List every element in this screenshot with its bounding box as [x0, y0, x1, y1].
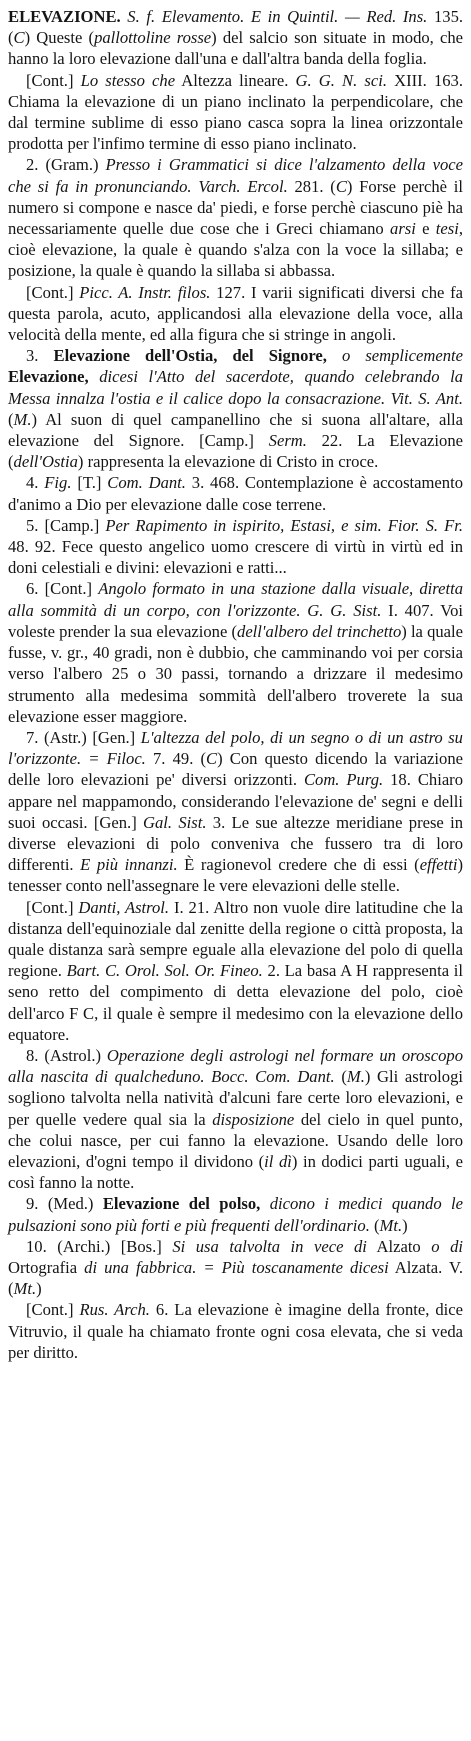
text-segment: [Cont.] — [26, 282, 80, 302]
entry-paragraph — [8, 727, 463, 897]
text-segment: Rus. Arch. — [79, 1300, 150, 1320]
entry-paragraph — [8, 6, 463, 70]
text-segment: XIII. 163. Chiama la elevazione di un piano inclinato la perpendicolare, che dal termine sublime di esso piano casca sopra la linea orizzontale prodotta per l'infimo termine di esso piano inclinato. — [8, 70, 463, 154]
text-segment: 22. La Elevazione ( — [8, 431, 463, 472]
text-segment: o semplicemente — [326, 346, 464, 366]
text-segment: 6. La elevazione è imagine della fronte, dice Vitruvio, il quale ha chiamato fronte ogni cosa elevata, che si veda per diritto. — [8, 1300, 463, 1362]
text-segment: di una fabbrica. = Più toscanamente dicesi — [84, 1257, 389, 1277]
text-segment: dell'Ostia — [13, 452, 78, 472]
text-segment: 10. (Archi.) [Bos.] — [26, 1236, 173, 1256]
text-segment: effetti — [419, 855, 458, 875]
text-segment: ) — [402, 1215, 408, 1235]
text-segment: ) Al suon di quel campanellino che si suona all'altare, alla elevazione del Signore. [Camp.] — [8, 409, 463, 451]
text-segment: Fig. — [44, 473, 72, 493]
text-segment: ( — [369, 1215, 380, 1235]
text-segment: , cioè elevazione, la quale è quando s'alza con la voce la sillaba; e posizione, la quale è quando la sillaba si abbassa. — [8, 219, 463, 281]
text-segment: ) tenesser conto nell'assegnare le vere elevazioni delle stelle. — [8, 855, 464, 896]
text-segment: o di — [431, 1236, 463, 1256]
text-segment: L'altezza del polo, di un segno o di un astro su l'orizzonte. = Filoc. — [8, 727, 463, 769]
text-segment: I. 407. Voi voleste prender la sua elevazione ( — [8, 600, 463, 641]
entry-paragraph — [8, 1193, 463, 1235]
text-segment: Mt. — [13, 1279, 37, 1299]
text-segment: Danti, Astrol. — [78, 897, 170, 917]
entry-paragraph — [8, 578, 463, 726]
text-segment: 127. I varii significati diversi che fa questa parola, acuto, applicandosi alla elevazione della voce, alla velocità della mente, ed alla figura che si stringe in angoli. — [8, 282, 464, 345]
text-segment: ) Con questo dicendo la variazione delle loro elevazioni pe' diversi orizzonti. — [8, 749, 463, 790]
entry-paragraph — [8, 897, 463, 1045]
text-segment: ) Queste ( — [24, 28, 95, 48]
entry-paragraph — [8, 472, 463, 514]
text-segment: ) la quale fusse, v. gr., 40 gradi, non è dubbio, che camminando voi per corsia verso l'albero 25 o 30 passi, tornando a drizzare il medesimo strumento alla medesima sommità dell'albero troverete la sua elevazione esser maggiore. — [8, 621, 464, 726]
text-segment: È ragionevol credere che di essi ( — [177, 855, 420, 875]
text-segment: E più innanzi. — [80, 855, 178, 875]
text-segment: e — [415, 219, 436, 239]
entry-paragraph — [8, 515, 463, 579]
entry-paragraph — [8, 1045, 463, 1193]
text-segment: Gal. Sist. — [143, 812, 207, 832]
text-segment: dell'albero del trinchetto — [237, 621, 402, 641]
text-segment: Elevazione del polso, — [102, 1194, 261, 1214]
text-segment: M. — [346, 1067, 365, 1087]
text-segment: tesi — [435, 219, 459, 239]
text-segment: Elevazione dell'Ostia, del Signore, — [53, 346, 327, 366]
entry-paragraph — [8, 345, 463, 472]
text-segment: C — [206, 749, 218, 769]
text-segment: 5. [Camp.] — [26, 515, 106, 535]
text-segment: 8. (Astrol.) — [26, 1045, 107, 1065]
text-segment: Angolo formato in una stazione dalla visuale, diretta alla sommità di un corpo, con l'orizzonte. G. G. Sist. — [8, 579, 464, 620]
text-segment: 3. 468. Contemplazione è accostamento d'animo a Dio per elevazione dalle cose terrene. — [8, 473, 464, 514]
text-segment: 6. [Cont.] — [26, 579, 99, 599]
text-segment: Picc. A. Instr. filos. — [79, 282, 211, 302]
text-segment: ELEVAZIONE. — [8, 7, 121, 26]
text-segment: ( — [334, 1067, 347, 1087]
text-segment: 135. ( — [8, 7, 464, 48]
text-segment: M. — [13, 409, 32, 429]
text-segment: Alzata. V. ( — [8, 1257, 463, 1299]
text-segment: 48. 92. Fece questo angelico uomo crescere di virtù in virtù ed in doni celestiali e divini: elevazioni e ratti... — [8, 537, 463, 578]
text-segment: ) del salcio son situate in modo, che hanno la loro elevazione dall'una e dall'altra banda della foglia. — [8, 28, 463, 69]
text-segment: [Cont.] — [26, 1300, 80, 1320]
text-segment: 18. Chiaro appare nel mappamondo, considerando l'elevazione de' segni e delli suoi occasi. [Gen.] — [8, 770, 464, 832]
text-segment: Bart. C. Orol. Sol. Or. Fineo. — [66, 961, 263, 981]
text-segment: pallottoline rosse — [94, 28, 212, 48]
text-segment: [Cont.] — [26, 897, 79, 917]
text-segment: [Cont.] — [26, 70, 81, 90]
text-segment: C — [13, 28, 25, 48]
entry-paragraph — [8, 1236, 463, 1300]
text-segment: Per Rapimento in ispirito, Estasi, e sim. Fior. S. Fr. — [105, 515, 463, 535]
text-segment: del cielo in quel punto, che colui nasce, per cui fanno la elevazione. Usando delle loro elevazioni, d'ogni tempo il dividono ( — [8, 1109, 463, 1171]
text-segment: Mt. — [379, 1215, 403, 1235]
text-segment: dicesi l'Atto del sacerdote, quando celebrando la Messa innalza l'ostia e il calice dopo la consacrazione. Vit. S. Ant. — [8, 367, 463, 408]
text-segment: dicono i medici quando le pulsazioni sono più forti e più frequenti dell'ordinario. — [8, 1194, 464, 1235]
entry-paragraph — [8, 154, 463, 281]
text-segment: Serm. — [268, 431, 307, 451]
text-segment: C — [335, 176, 347, 196]
text-segment: Ortografia — [8, 1257, 85, 1277]
text-segment: Operazione degli astrologi nel formare un oroscopo alla nascita di qualcheduno. Bocc. Com. Dant. — [8, 1045, 463, 1087]
text-segment: ) in dodici parti uguali, e così fanno la notte. — [8, 1151, 463, 1193]
text-segment: [T.] — [71, 473, 108, 493]
text-segment: arsi — [390, 219, 416, 239]
entry-paragraph — [8, 70, 463, 155]
text-segment: 2. (Gram.) — [26, 155, 106, 175]
text-segment: S. f. Elevamento. E in Quintil. — Red. Ins. — [120, 7, 428, 26]
text-segment: ( — [8, 409, 14, 429]
text-segment: 7. (Astr.) [Gen.] — [26, 727, 141, 747]
text-segment: Presso i Grammatici si dice l'alzamento della voce che si fa in pronunciando. Varch. Ercol. — [8, 155, 463, 196]
text-segment: 4. — [26, 473, 45, 493]
entry-paragraph — [8, 1299, 463, 1363]
text-segment: ) Gli astrologi sogliono talvolta nella natività d'alcuni fare certe loro elevazioni, e per quelle vedere qual sia la — [8, 1067, 463, 1129]
text-segment: ) Forse perchè il numero si compone e nasce da' piedi, e forse perchè ciascuno piè ha necessariamente quelle due cose che i Greci chiamano — [8, 176, 463, 239]
text-segment: 2. La basa A H rappresenta il seno retto del compimento di detta elevazione del polo, cioè dell'arco F C, il quale è sempre il medesimo con la elevazione dello equatore. — [8, 961, 463, 1044]
text-segment: 3. — [26, 346, 54, 366]
text-segment: Si usa talvolta in vece di — [172, 1236, 367, 1256]
text-segment: ) — [36, 1279, 42, 1299]
entry-paragraph — [8, 282, 463, 346]
text-segment: disposizione — [212, 1109, 295, 1129]
text-segment: I. 21. Altro non vuole dire latitudine che la distanza dell'equinoziale dal zenitte della regione o città proposta, la quale distanza sarà sempre eguale alla elevazione del polo di quella regione. — [8, 897, 464, 981]
text-segment: 3. Le sue altezze meridiane prese in diverse elevazioni di polo conveniva che fussero tra di loro differenti. — [8, 812, 463, 875]
text-segment: il dì — [264, 1151, 292, 1171]
text-segment: 7. 49. ( — [145, 749, 207, 769]
text-segment: G. G. N. sci. — [295, 70, 387, 90]
text-segment: Lo stesso che — [80, 70, 176, 90]
text-segment: 281. ( — [287, 176, 336, 196]
text-segment: 9. (Med.) — [26, 1194, 103, 1214]
text-segment: Com. Purg. — [303, 770, 384, 790]
text-segment: Com. Dant. — [107, 473, 186, 493]
text-segment: Altezza lineare. — [175, 70, 296, 90]
text-segment: ) rappresenta la elevazione di Cristo in croce. — [77, 452, 379, 472]
text-segment: Alzato — [366, 1236, 432, 1256]
text-segment: Elevazione, — [8, 367, 89, 387]
